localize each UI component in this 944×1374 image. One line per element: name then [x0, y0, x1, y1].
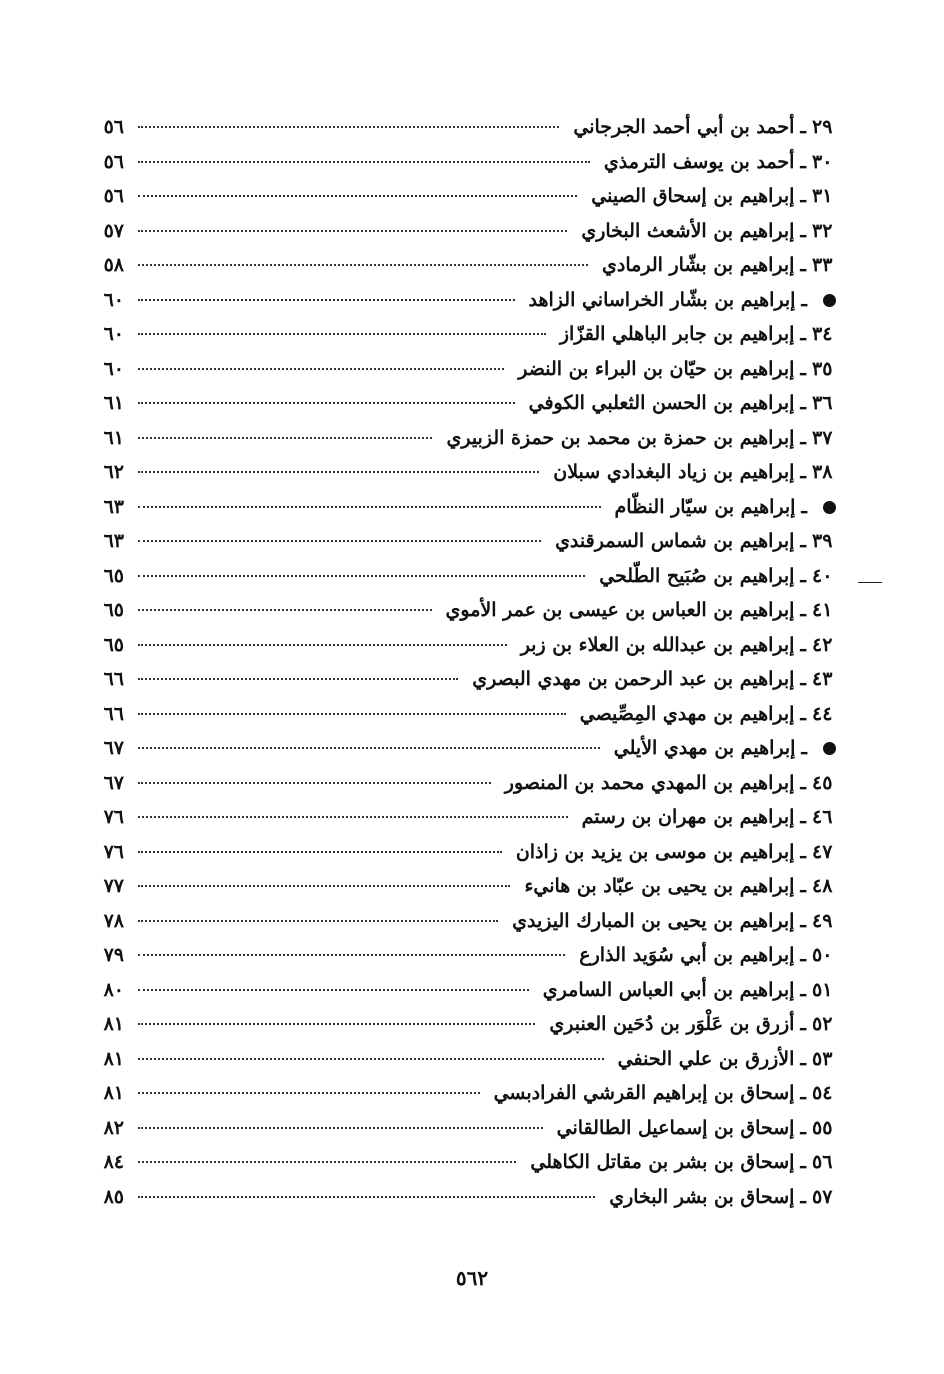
entry-dash: ـ — [801, 288, 807, 311]
entry-dash: ـ — [800, 702, 806, 725]
entry-number: ٥٧ — [812, 1185, 833, 1208]
toc-entry — [90, 116, 846, 151]
toc-entry — [90, 496, 846, 531]
entry-number: ٤٧ — [812, 840, 833, 863]
dot-leader — [138, 368, 504, 370]
toc-entry — [90, 530, 846, 565]
entry-title: إبراهيم بن بشّار الخراساني الزاهد — [528, 288, 796, 311]
dot-leader — [138, 782, 491, 784]
toc-entry — [90, 1186, 846, 1221]
entry-number: ٣٩ — [812, 530, 833, 552]
toc-entry — [90, 185, 846, 220]
entry-title: إبراهيم بن أبي سُوَيد الذارع — [579, 944, 795, 966]
entry-number: ٤٦ — [812, 806, 833, 828]
dot-leader — [138, 575, 585, 577]
entry-number: ٣٣ — [812, 254, 833, 276]
entry-dash: ـ — [800, 599, 806, 621]
entry-number: ٢٩ — [812, 116, 833, 138]
entry-title: إبراهيم بن المهدي محمد بن المنصور — [504, 771, 795, 794]
entry-number: ٥٦ — [812, 1151, 833, 1173]
dot-leader — [138, 264, 588, 266]
entry-title: أحمد بن يوسف الترمذي — [603, 150, 795, 173]
entry-number: ٤١ — [812, 599, 833, 621]
toc-entry — [90, 1082, 846, 1117]
entry-title: إسحاق بن بشر البخاري — [609, 1185, 795, 1208]
entry-page: ٦٢ — [103, 461, 124, 483]
dot-leader — [138, 989, 529, 991]
toc-entry — [90, 599, 846, 634]
entry-page: ٦٣ — [103, 495, 124, 518]
entry-dash: ـ — [800, 909, 806, 932]
toc-entry — [90, 565, 846, 600]
entry-dash: ـ — [800, 944, 806, 966]
toc-entry — [90, 461, 846, 496]
entry-title: إبراهيم بن يحيى بن عبّاد بن هانيء — [524, 875, 795, 897]
margin-mark — [858, 582, 882, 583]
toc-entry — [90, 875, 846, 910]
entry-title: إبراهيم بن مهدي الأيلي — [613, 737, 796, 759]
entry-number: ٥٣ — [812, 1047, 833, 1070]
entry-dash: ـ — [800, 875, 806, 897]
entry-page: ٦٣ — [103, 530, 124, 552]
entry-page: ٧٨ — [103, 909, 124, 932]
entry-number: ٤٩ — [812, 909, 833, 932]
dot-leader — [138, 471, 539, 473]
entry-dash: ـ — [801, 737, 807, 759]
entry-dash: ـ — [800, 426, 806, 449]
toc-entry — [90, 806, 846, 841]
entry-number: ٣٦ — [812, 392, 833, 414]
entry-dash: ـ — [800, 1116, 806, 1139]
entry-number: ٣٠ — [812, 150, 833, 173]
entry-number: ٣٨ — [812, 461, 833, 483]
entry-title: إسحاق بن إسماعيل الطالقاني — [556, 1116, 795, 1139]
bullet-icon — [823, 501, 836, 514]
dot-leader — [138, 1023, 535, 1025]
entry-dash: ـ — [800, 185, 806, 207]
entry-page: ٦٧ — [103, 771, 124, 794]
entry-title: إسحاق بن بشر بن مقاتل الكاهلي — [530, 1151, 795, 1173]
toc-entry — [90, 634, 846, 669]
entry-dash: ـ — [800, 668, 806, 690]
toc-entry — [90, 737, 846, 772]
entry-number: ٥١ — [812, 978, 833, 1001]
entry-title: إبراهيم بن زياد البغدادي سبلان — [553, 461, 795, 483]
entry-title: إبراهيم بن الحسن الثعلبي الكوفي — [528, 392, 795, 414]
toc-entry — [90, 1013, 846, 1048]
entry-number: ٣١ — [812, 185, 833, 207]
entry-page: ٨٥ — [103, 1185, 124, 1208]
entry-page: ٦٦ — [103, 702, 124, 725]
entry-page: ٦٦ — [103, 668, 124, 690]
entry-page: ٧٧ — [103, 875, 124, 897]
entry-page: ٥٨ — [103, 254, 124, 276]
entry-dash: ـ — [800, 392, 806, 414]
entry-number: ٤٣ — [812, 668, 833, 690]
dot-leader — [138, 195, 577, 197]
entry-dash: ـ — [800, 633, 806, 656]
entry-dash: ـ — [800, 461, 806, 483]
entry-number: ٥٠ — [812, 944, 833, 966]
entry-page: ٥٧ — [103, 219, 124, 242]
entry-page: ٥٦ — [103, 185, 124, 207]
dot-leader — [138, 851, 502, 853]
entry-dash: ـ — [800, 1151, 806, 1173]
entry-number: ٣٤ — [812, 323, 833, 345]
toc-entry — [90, 358, 846, 393]
entry-number: ٥٢ — [812, 1013, 833, 1035]
entry-title: إبراهيم بن حيّان بن البراء بن النضر — [518, 357, 795, 380]
dot-leader — [138, 747, 600, 749]
table-of-contents — [90, 116, 846, 1220]
entry-page: ٥٦ — [103, 150, 124, 173]
toc-entry — [90, 151, 846, 186]
entry-dash: ـ — [800, 116, 806, 138]
toc-entry — [90, 668, 846, 703]
dot-leader — [138, 678, 458, 680]
dot-leader — [138, 1092, 480, 1094]
entry-dash: ـ — [800, 1082, 806, 1104]
entry-dash: ـ — [800, 254, 806, 276]
toc-entry — [90, 254, 846, 289]
entry-number: ٥٤ — [812, 1082, 833, 1104]
entry-dash: ـ — [800, 323, 806, 345]
entry-page: ٦٠ — [103, 288, 124, 311]
entry-number: ٤٥ — [812, 771, 833, 794]
entry-page: ٦٧ — [103, 737, 124, 759]
entry-title: إبراهيم بن العباس بن عيسى بن عمر الأموي — [445, 599, 795, 621]
dot-leader — [138, 161, 590, 163]
entry-dash: ـ — [800, 219, 806, 242]
dot-leader — [138, 1127, 543, 1129]
toc-entry — [90, 944, 846, 979]
entry-page: ٦٠ — [103, 323, 124, 345]
entry-title: إبراهيم بن مهدي المِصِّيصي — [579, 702, 795, 725]
toc-entry — [90, 841, 846, 876]
entry-page: ٥٦ — [103, 116, 124, 138]
entry-page: ٧٦ — [103, 806, 124, 828]
dot-leader — [138, 402, 515, 404]
entry-number: ٤٤ — [812, 702, 833, 725]
entry-dash: ـ — [801, 495, 807, 518]
entry-dash: ـ — [800, 806, 806, 828]
dot-leader — [138, 1058, 604, 1060]
entry-title: إبراهيم بن حمزة بن محمد بن حمزة الزبيري — [446, 426, 795, 449]
toc-entry — [90, 323, 846, 358]
dot-leader — [138, 506, 601, 508]
entry-title: إبراهيم بن جابر الباهلي القزّاز — [559, 323, 795, 345]
toc-entry — [90, 427, 846, 462]
entry-title: أزرق بن عَلْوَر بن دُحَين العنبري — [549, 1013, 795, 1035]
entry-title: إبراهيم بن الأشعث البخاري — [581, 219, 795, 242]
entry-dash: ـ — [800, 1013, 806, 1035]
entry-title: الأزرق بن علي الحنفي — [617, 1047, 795, 1070]
entry-page: ٨٠ — [103, 978, 124, 1001]
entry-dash: ـ — [800, 564, 806, 587]
dot-leader — [138, 333, 546, 335]
dot-leader — [138, 540, 541, 542]
dot-leader — [138, 126, 559, 128]
entry-page: ٦١ — [103, 426, 124, 449]
bullet-icon — [823, 294, 836, 307]
entry-page: ٨٤ — [103, 1151, 124, 1173]
entry-title: إسحاق بن إبراهيم القرشي الفرادبسي — [493, 1082, 795, 1104]
dot-leader — [138, 437, 432, 439]
entry-dash: ـ — [800, 150, 806, 173]
page-number: ٥٦٢ — [455, 1266, 489, 1290]
dot-leader — [138, 954, 565, 956]
toc-entry — [90, 1151, 846, 1186]
entry-page: ٨١ — [103, 1013, 124, 1035]
entry-number: ٥٥ — [812, 1116, 833, 1139]
entry-title: أحمد بن أبي أحمد الجرجاني — [573, 116, 795, 138]
entry-title: إبراهيم بن عبد الرحمن بن مهدي البصري — [472, 668, 795, 690]
entry-dash: ـ — [800, 357, 806, 380]
entry-page: ٦٥ — [103, 564, 124, 587]
toc-entry — [90, 392, 846, 427]
entry-page: ٨١ — [103, 1047, 124, 1070]
entry-title: إبراهيم بن شماس السمرقندي — [555, 530, 795, 552]
dot-leader — [138, 885, 510, 887]
entry-page: ٧٦ — [103, 840, 124, 863]
entry-page: ٧٩ — [103, 944, 124, 966]
entry-title: إبراهيم بن أبي العباس السامري — [542, 978, 795, 1001]
entry-title: إبراهيم بن سيّار النظّام — [614, 495, 796, 518]
entry-page: ٦٥ — [103, 599, 124, 621]
entry-dash: ـ — [800, 840, 806, 863]
entry-number: ٣٥ — [812, 357, 833, 380]
dot-leader — [138, 816, 568, 818]
entry-title: إبراهيم بن يحيى بن المبارك اليزيدي — [512, 909, 795, 932]
entry-dash: ـ — [800, 1185, 806, 1208]
toc-entry — [90, 1117, 846, 1152]
entry-title: إبراهيم بن صُبَيح الطّلحي — [599, 564, 795, 587]
entry-title: إبراهيم بن مهران بن رستم — [581, 806, 795, 828]
dot-leader — [138, 644, 507, 646]
entry-dash: ـ — [800, 1047, 806, 1070]
toc-entry — [90, 1048, 846, 1083]
entry-page: ٨١ — [103, 1082, 124, 1104]
dot-leader — [138, 230, 567, 232]
toc-entry — [90, 289, 846, 324]
dot-leader — [138, 609, 432, 611]
dot-leader — [138, 1161, 516, 1163]
toc-entry — [90, 979, 846, 1014]
entry-page: ٦٥ — [103, 633, 124, 656]
entry-title: إبراهيم بن موسى بن يزيد بن زاذان — [515, 840, 795, 863]
entry-number: ٤٢ — [812, 633, 833, 656]
entry-page: ٦١ — [103, 392, 124, 414]
entry-dash: ـ — [800, 530, 806, 552]
entry-number: ٤٨ — [812, 875, 833, 897]
entry-page: ٨٢ — [103, 1116, 124, 1139]
dot-leader — [138, 299, 515, 301]
entry-title: إبراهيم بن عبدالله بن العلاء بن زبر — [520, 633, 795, 656]
dot-leader — [138, 713, 566, 715]
entry-page: ٦٠ — [103, 357, 124, 380]
toc-entry — [90, 772, 846, 807]
entry-number: ٤٠ — [812, 564, 833, 587]
bullet-icon — [823, 742, 836, 755]
entry-title: إبراهيم بن إسحاق الصيني — [591, 185, 795, 207]
entry-dash: ـ — [800, 771, 806, 794]
dot-leader — [138, 920, 498, 922]
entry-number: ٣٧ — [812, 426, 833, 449]
toc-entry — [90, 703, 846, 738]
entry-dash: ـ — [800, 978, 806, 1001]
entry-number: ٣٢ — [812, 219, 833, 242]
toc-entry — [90, 220, 846, 255]
toc-entry — [90, 910, 846, 945]
entry-title: إبراهيم بن بشّار الرمادي — [602, 254, 795, 276]
dot-leader — [138, 1196, 595, 1198]
